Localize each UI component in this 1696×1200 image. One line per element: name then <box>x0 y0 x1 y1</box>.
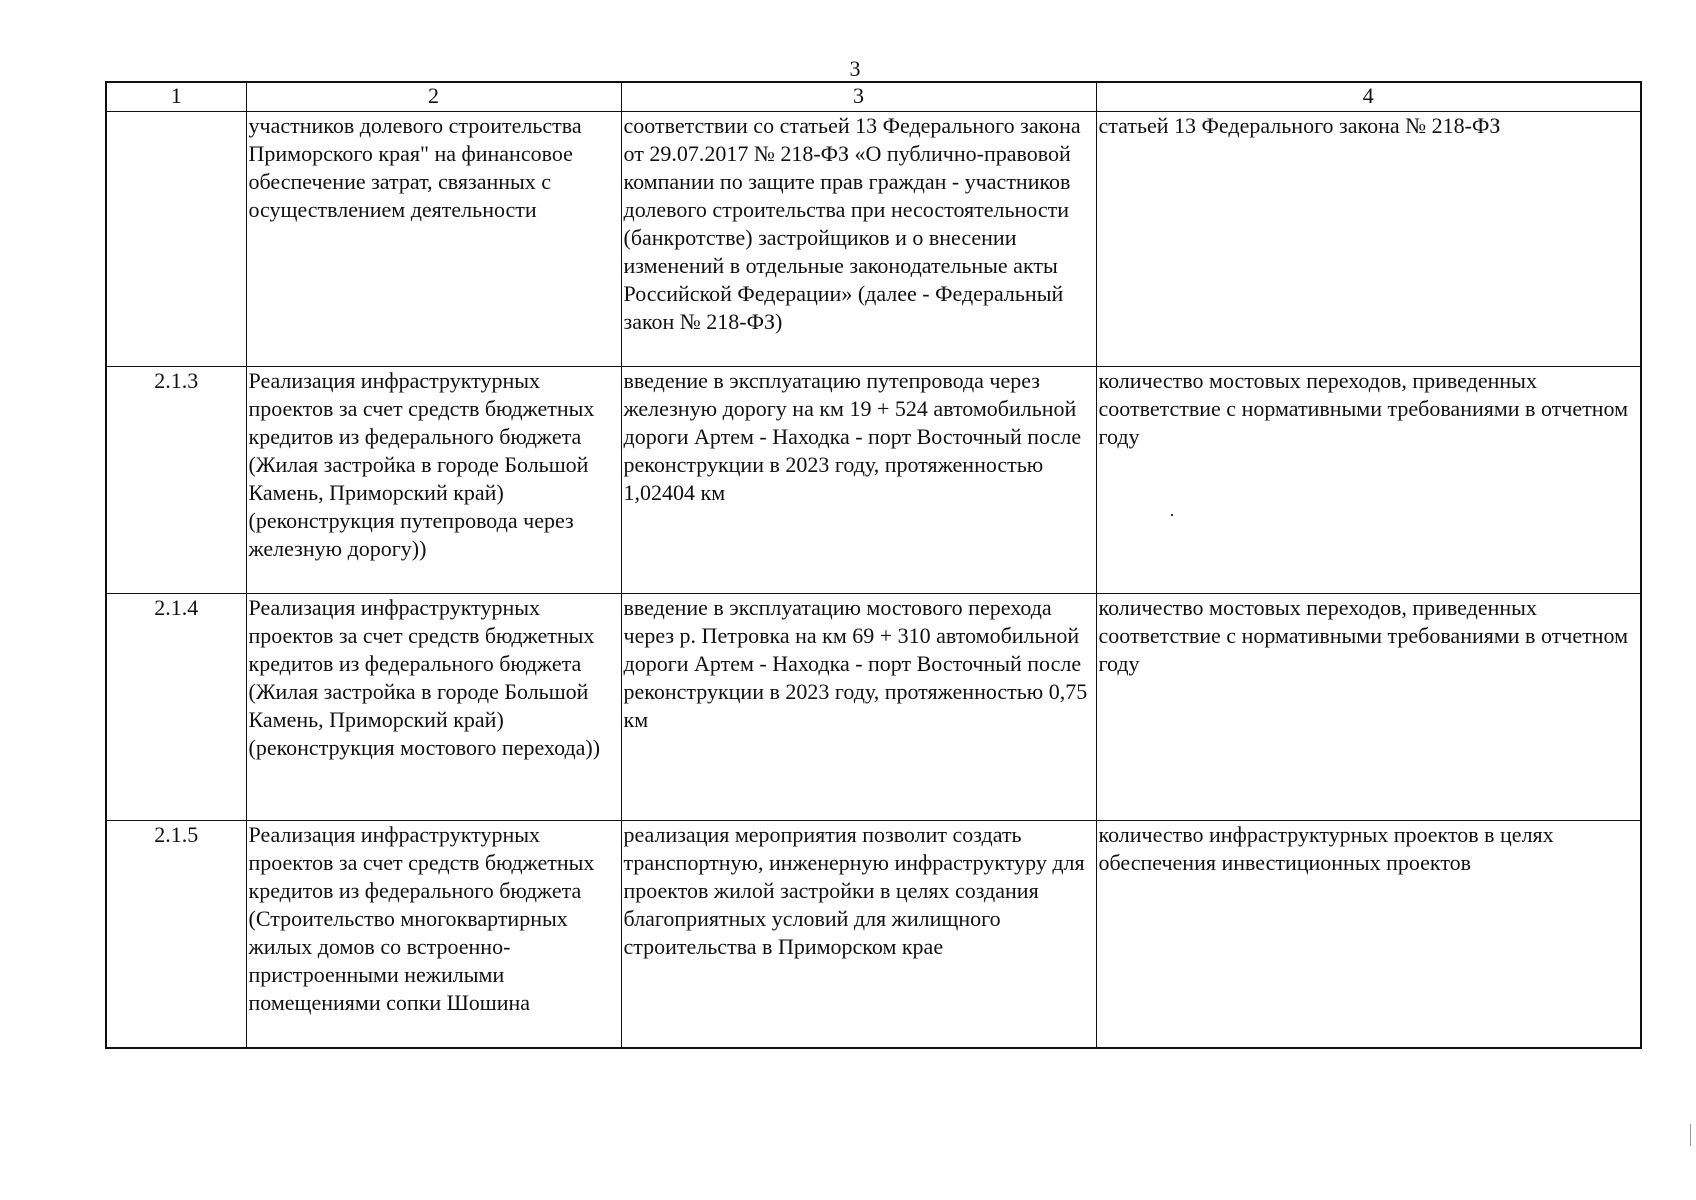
measure-indicator: статьей 13 Федерального закона № 218-ФЗ <box>1096 112 1641 367</box>
row-number <box>106 112 246 367</box>
measure-name: участников долевого строительства Приморского края" на финансовое обеспечение затрат, связанных с осуществлением деятельности <box>246 112 621 367</box>
measure-description: введение в эксплуатацию путепровода через железную дорогу на км 19 + 524 автомобильной дороги Артем - Находка - порт Восточный после реконструкции в 2023 году, протяженностью 1,02404 км <box>621 367 1096 594</box>
column-header-4: 4 <box>1096 82 1641 112</box>
table-row <box>106 594 1641 821</box>
column-header-2: 2 <box>246 82 621 112</box>
measure-indicator: количество мостовых переходов, приведенных соответствие с нормативными требованиями в отчетном году <box>1096 594 1641 821</box>
measure-name: Реализация инфраструктурных проектов за счет средств бюджетных кредитов из федерального бюджета (Жилая застройка в городе Большой Камень, Приморский край) (реконструкция путепровода через железную дорогу)) <box>246 367 621 594</box>
table-row <box>106 367 1641 594</box>
measure-description: реализация мероприятия позволит создать транспортную, инженерную инфраструктуру для проектов жилой застройки в целях создания благоприятных условий для жилищного строительства в Приморском крае <box>621 821 1096 1049</box>
row-number: 2.1.3 <box>106 367 246 594</box>
scan-artifact-dot <box>1171 514 1173 516</box>
table-row <box>106 112 1641 367</box>
measure-name: Реализация инфраструктурных проектов за счет средств бюджетных кредитов из федерального бюджета (Строительство многоквартирных жилых домов со встроенно-пристроенными нежилыми помещениями сопки Шошина <box>246 821 621 1049</box>
row-number: 2.1.5 <box>106 821 246 1049</box>
measure-description: соответствии со статьей 13 Федерального закона от 29.07.2017 № 218-ФЗ «О публично-правовой компании по защите прав граждан - участников долевого строительства при несостоятельности (банкротстве) застройщиков и о внесении изменений в отдельные законодательные акты Российской Федерации» (далее - Федеральный закон № 218-ФЗ) <box>621 112 1096 367</box>
page-number: 3 <box>849 56 861 81</box>
table-row <box>106 821 1641 1049</box>
scan-edge-mark <box>1690 1124 1691 1146</box>
measure-indicator: количество мостовых переходов, приведенных соответствие с нормативными требованиями в отчетном году <box>1096 367 1641 594</box>
measure-indicator: количество инфраструктурных проектов в целях обеспечения инвестиционных проектов <box>1096 821 1641 1049</box>
program-table <box>105 81 1642 1049</box>
table-header-row <box>106 82 1641 112</box>
measure-name: Реализация инфраструктурных проектов за счет средств бюджетных кредитов из федерального бюджета (Жилая застройка в городе Большой Камень, Приморский край) (реконструкция мостового перехода)) <box>246 594 621 821</box>
column-header-3: 3 <box>621 82 1096 112</box>
column-header-1: 1 <box>106 82 246 112</box>
measure-description: введение в эксплуатацию мостового перехода через р. Петровка на км 69 + 310 автомобильной дороги Артем - Находка - порт Восточный после реконструкции в 2023 году, протяженностью 0,75 км <box>621 594 1096 821</box>
row-number: 2.1.4 <box>106 594 246 821</box>
